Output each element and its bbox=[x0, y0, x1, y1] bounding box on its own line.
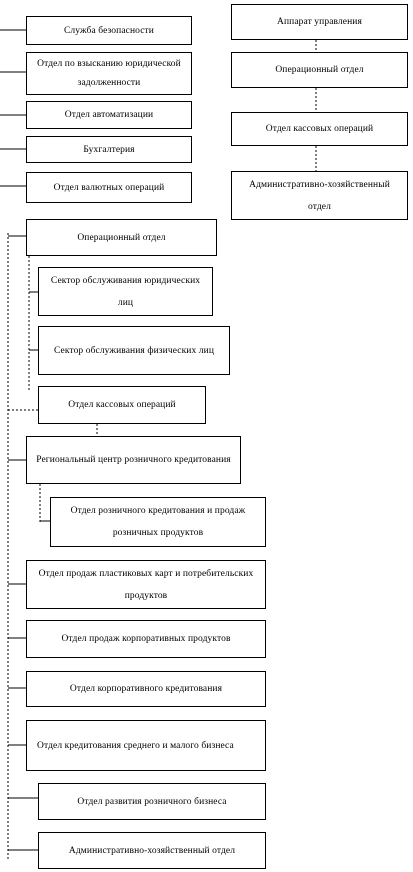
box-cash-ops-right bbox=[231, 112, 408, 146]
box-retail-center-label: Региональный центр розничного кредитования bbox=[36, 455, 231, 465]
box-sme-lending-label: Отдел кредитования среднего и малого бизнеса bbox=[37, 740, 234, 751]
box-plastic-cards bbox=[26, 560, 266, 609]
box-individuals bbox=[38, 326, 230, 375]
box-corporate-sales-label: Отдел продаж корпоративных продуктов bbox=[61, 634, 231, 644]
box-legal-debt-label: Отдел по взысканию юридической задолженности bbox=[37, 58, 181, 88]
box-retail-lending-label: Отдел розничного кредитования и продаж розничных продуктов bbox=[70, 506, 246, 538]
box-operational-right bbox=[231, 52, 408, 88]
box-security bbox=[26, 16, 192, 45]
box-individuals-label: Сектор обслуживания физических лиц bbox=[53, 345, 215, 356]
box-retail-development-label: Отдел развития розничного бизнеса bbox=[77, 796, 227, 807]
box-currency-ops-label: Отдел валютных операций bbox=[53, 182, 165, 193]
box-automation bbox=[26, 101, 192, 129]
box-operational-right-label: Операционный отдел bbox=[275, 65, 364, 75]
box-operational-label: Операционный отдел bbox=[77, 232, 166, 243]
box-admin-right-label: Административно-хозяйственный отдел bbox=[249, 179, 390, 212]
box-management bbox=[231, 4, 408, 40]
box-plastic-cards-label: Отдел продаж пластиковых карт и потребительских продуктов bbox=[38, 568, 254, 601]
box-legal-debt bbox=[26, 52, 192, 95]
box-corporate-lending-label: Отдел корпоративного кредитования bbox=[69, 684, 223, 694]
box-admin-left bbox=[38, 832, 266, 869]
box-automation-label: Отдел автоматизации bbox=[64, 110, 154, 120]
box-retail-center bbox=[26, 436, 241, 484]
box-retail-lending bbox=[50, 497, 266, 547]
box-legal-entities-label: Сектор обслуживания юридических лиц bbox=[50, 275, 201, 308]
box-management-label: Аппарат управления bbox=[277, 17, 362, 27]
box-operational bbox=[26, 219, 217, 256]
box-currency-ops bbox=[26, 172, 192, 203]
box-security-label: Служба безопасности bbox=[64, 25, 154, 36]
box-retail-development bbox=[38, 783, 266, 820]
box-legal-entities bbox=[38, 267, 213, 316]
box-sme-lending bbox=[26, 720, 266, 771]
box-cash-ops bbox=[38, 386, 206, 424]
box-accounting bbox=[26, 136, 192, 163]
box-corporate-sales bbox=[26, 620, 266, 658]
box-admin-left-label: Административно-хозяйственный отдел bbox=[68, 845, 236, 856]
box-accounting-label: Бухгалтерия bbox=[83, 144, 135, 155]
box-admin-right bbox=[231, 171, 408, 220]
box-cash-ops-right-label: Отдел кассовых операций bbox=[265, 124, 374, 134]
box-cash-ops-label: Отдел кассовых операций bbox=[68, 400, 176, 410]
box-corporate-lending bbox=[26, 671, 266, 707]
